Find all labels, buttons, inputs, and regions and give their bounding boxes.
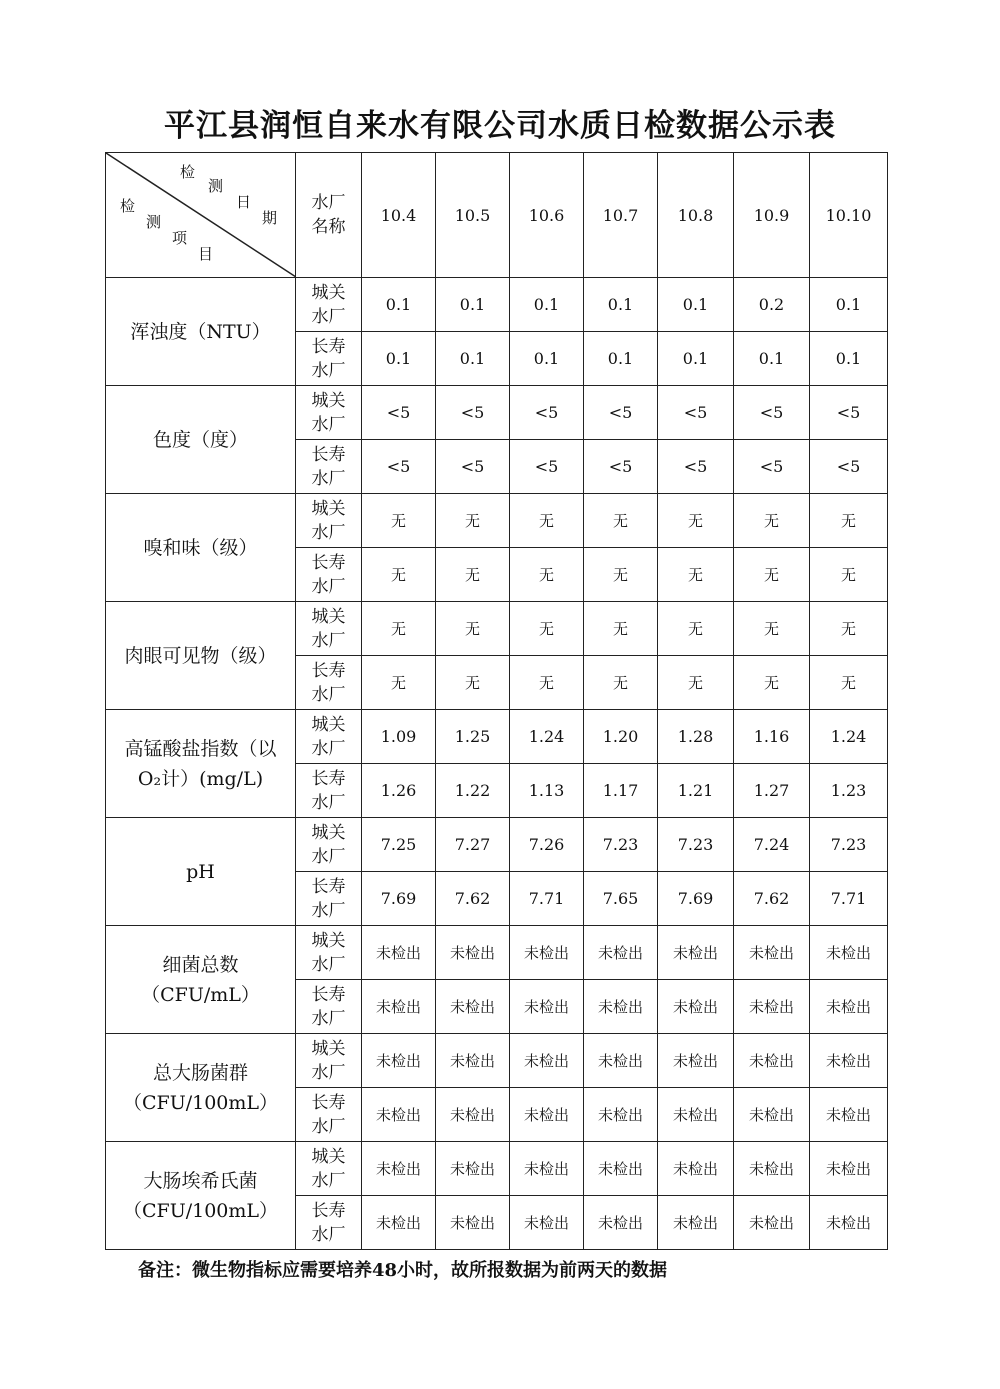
table-row: [106, 926, 888, 980]
value-cell: 1.17: [584, 764, 658, 818]
test-item-label: O₂计）(mg/L): [137, 767, 264, 790]
value-cell: 未检出: [510, 980, 584, 1034]
test-item-cell: [106, 278, 296, 386]
date-header-cell: 10.5: [436, 153, 510, 278]
plant-name-line: 长寿: [311, 336, 346, 357]
value-cell: 7.26: [510, 818, 584, 872]
value-cell: 7.71: [510, 872, 584, 926]
value-cell: <5: [810, 386, 888, 440]
value-cell: 未检出: [436, 926, 510, 980]
value-cell: 0.2: [734, 278, 810, 332]
table-row: [106, 386, 888, 440]
value-cell: <5: [658, 386, 734, 440]
value-cell: 7.25: [362, 818, 436, 872]
plant-name-line: 水厂: [311, 630, 346, 651]
value-cell: 1.13: [510, 764, 584, 818]
value-cell: 无: [658, 548, 734, 602]
value-cell: 未检出: [734, 1142, 810, 1196]
value-cell: 0.1: [734, 332, 810, 386]
diagonal-header-cell: [106, 153, 296, 278]
table-row: [106, 602, 888, 656]
plant-name-line: 城关: [311, 714, 346, 735]
test-item-label: （CFU/mL）: [141, 983, 260, 1006]
plant-name-line: 水厂: [311, 468, 346, 489]
test-item-cell: [106, 1034, 296, 1142]
plant-name-cell: [296, 548, 362, 602]
value-cell: <5: [658, 440, 734, 494]
value-cell: 7.27: [436, 818, 510, 872]
value-cell: 未检出: [810, 1034, 888, 1088]
plant-name-line: 长寿: [311, 444, 346, 465]
value-cell: 未检出: [436, 1034, 510, 1088]
value-cell: 未检出: [436, 1196, 510, 1250]
test-item-cell: [106, 494, 296, 602]
value-cell: 未检出: [810, 926, 888, 980]
value-cell: 未检出: [362, 980, 436, 1034]
value-cell: 7.23: [810, 818, 888, 872]
value-cell: 无: [658, 656, 734, 710]
value-cell: 无: [734, 656, 810, 710]
value-cell: <5: [362, 440, 436, 494]
value-cell: 未检出: [658, 1196, 734, 1250]
value-cell: 0.1: [510, 332, 584, 386]
plant-name-line: 长寿: [311, 1200, 346, 1221]
value-cell: 7.62: [734, 872, 810, 926]
value-cell: 未检出: [510, 926, 584, 980]
value-cell: 无: [436, 548, 510, 602]
value-cell: 无: [734, 602, 810, 656]
value-cell: 0.1: [810, 278, 888, 332]
table-row: [106, 1034, 888, 1088]
plant-name-line: 水厂: [311, 684, 346, 705]
table-row: [106, 494, 888, 548]
test-item-label: （CFU/100mL）: [122, 1199, 279, 1222]
test-item-cell: [106, 710, 296, 818]
plant-name-line: 城关: [311, 1146, 346, 1167]
test-item-label: 细菌总数: [162, 953, 239, 976]
value-cell: 未检出: [734, 1088, 810, 1142]
value-cell: 1.24: [510, 710, 584, 764]
table-row: [106, 818, 888, 872]
value-cell: 未检出: [810, 1142, 888, 1196]
value-cell: <5: [584, 440, 658, 494]
value-cell: 未检出: [510, 1196, 584, 1250]
plant-name-line: 水厂: [311, 522, 346, 543]
value-cell: 0.1: [362, 278, 436, 332]
plant-name-line: 城关: [311, 390, 346, 411]
plant-name-cell: [296, 656, 362, 710]
test-item-label: 肉眼可见物（级）: [124, 644, 277, 667]
plant-name-cell: [296, 386, 362, 440]
value-cell: 未检出: [362, 926, 436, 980]
value-cell: 未检出: [734, 1034, 810, 1088]
value-cell: 7.65: [584, 872, 658, 926]
plant-name-cell: [296, 494, 362, 548]
value-cell: 未检出: [584, 1088, 658, 1142]
plant-name-cell: [296, 872, 362, 926]
value-cell: 无: [584, 548, 658, 602]
plant-name-cell: [296, 926, 362, 980]
plant-name-cell: [296, 602, 362, 656]
corner-date-char: 检: [180, 163, 196, 181]
test-item-label: （CFU/100mL）: [122, 1091, 279, 1114]
value-cell: 无: [584, 602, 658, 656]
plant-name-line: 水厂: [311, 954, 346, 975]
value-cell: 0.1: [658, 332, 734, 386]
value-cell: <5: [362, 386, 436, 440]
plant-name-line: 城关: [311, 498, 346, 519]
value-cell: 未检出: [436, 980, 510, 1034]
value-cell: 7.71: [810, 872, 888, 926]
value-cell: 未检出: [362, 1034, 436, 1088]
value-cell: 未检出: [510, 1034, 584, 1088]
plant-name-line: 水厂: [311, 1008, 346, 1029]
plant-name-cell: [296, 980, 362, 1034]
value-cell: 无: [362, 494, 436, 548]
plant-name-line: 水厂: [311, 1116, 346, 1137]
value-cell: 未检出: [734, 1196, 810, 1250]
plant-name-cell: [296, 440, 362, 494]
plant-name-line: 城关: [311, 930, 346, 951]
test-item-label: 总大肠菌群: [152, 1061, 248, 1084]
water-quality-table: [105, 152, 888, 1250]
plant-name-line: 水厂: [311, 738, 346, 759]
value-cell: 7.69: [658, 872, 734, 926]
value-cell: <5: [436, 440, 510, 494]
plant-name-line: 长寿: [311, 984, 346, 1005]
plant-name-cell: [296, 1088, 362, 1142]
test-item-label: 嗅和味（级）: [143, 536, 258, 559]
value-cell: 未检出: [658, 980, 734, 1034]
test-item-label: 浑浊度（NTU）: [130, 320, 271, 343]
date-header-cell: 10.7: [584, 153, 658, 278]
value-cell: 未检出: [362, 1142, 436, 1196]
plant-header-line: 水厂: [311, 193, 346, 213]
value-cell: 未检出: [658, 1034, 734, 1088]
plant-name-cell: [296, 1196, 362, 1250]
plant-name-line: 长寿: [311, 876, 346, 897]
plant-name-line: 水厂: [311, 900, 346, 921]
plant-name-cell: [296, 278, 362, 332]
value-cell: 未检出: [436, 1088, 510, 1142]
value-cell: 7.23: [658, 818, 734, 872]
test-item-cell: [106, 386, 296, 494]
value-cell: 未检出: [584, 1034, 658, 1088]
value-cell: 0.1: [584, 332, 658, 386]
value-cell: 未检出: [810, 980, 888, 1034]
value-cell: 未检出: [362, 1088, 436, 1142]
date-header-cell: 10.9: [734, 153, 810, 278]
plant-name-cell: [296, 710, 362, 764]
value-cell: 无: [810, 494, 888, 548]
plant-name-line: 长寿: [311, 660, 346, 681]
value-cell: 1.09: [362, 710, 436, 764]
value-cell: 无: [510, 602, 584, 656]
plant-name-line: 水厂: [311, 414, 346, 435]
value-cell: <5: [810, 440, 888, 494]
value-cell: 无: [362, 602, 436, 656]
value-cell: 无: [810, 656, 888, 710]
value-cell: 0.1: [658, 278, 734, 332]
plant-header-line: 名称: [311, 217, 346, 237]
table-row: [106, 710, 888, 764]
value-cell: 1.24: [810, 710, 888, 764]
plant-name-cell: [296, 1142, 362, 1196]
value-cell: 无: [510, 548, 584, 602]
plant-name-line: 水厂: [311, 1062, 346, 1083]
footnote: 备注：微生物指标应需要培养48小时，故所报数据为前两天的数据: [138, 1260, 668, 1281]
table-row: [106, 1142, 888, 1196]
plant-name-line: 水厂: [311, 1224, 346, 1245]
value-cell: 未检出: [584, 1196, 658, 1250]
plant-name-line: 长寿: [311, 1092, 346, 1113]
value-cell: 未检出: [584, 926, 658, 980]
header-row: [106, 153, 888, 278]
corner-item-char: 目: [198, 245, 214, 263]
value-cell: <5: [734, 386, 810, 440]
value-cell: <5: [734, 440, 810, 494]
test-item-cell: [106, 926, 296, 1034]
value-cell: <5: [584, 386, 658, 440]
test-item-cell: [106, 1142, 296, 1250]
value-cell: 未检出: [510, 1142, 584, 1196]
date-header-cell: 10.6: [510, 153, 584, 278]
date-header-cell: 10.10: [810, 153, 888, 278]
value-cell: 无: [734, 548, 810, 602]
value-cell: 无: [436, 494, 510, 548]
plant-name-line: 水厂: [311, 792, 346, 813]
plant-name-line: 水厂: [311, 846, 346, 867]
plant-name-line: 长寿: [311, 552, 346, 573]
value-cell: 未检出: [584, 980, 658, 1034]
date-header-cell: 10.4: [362, 153, 436, 278]
value-cell: 0.1: [362, 332, 436, 386]
test-item-cell: [106, 818, 296, 926]
corner-date-char: 日: [236, 193, 252, 211]
value-cell: 无: [584, 494, 658, 548]
value-cell: 无: [584, 656, 658, 710]
value-cell: 无: [734, 494, 810, 548]
value-cell: 1.22: [436, 764, 510, 818]
value-cell: 7.62: [436, 872, 510, 926]
value-cell: 无: [658, 602, 734, 656]
value-cell: 0.1: [510, 278, 584, 332]
value-cell: 1.26: [362, 764, 436, 818]
value-cell: <5: [510, 386, 584, 440]
value-cell: 无: [810, 548, 888, 602]
value-cell: 未检出: [362, 1196, 436, 1250]
corner-item-char: 项: [172, 229, 188, 247]
value-cell: 1.23: [810, 764, 888, 818]
value-cell: 未检出: [810, 1196, 888, 1250]
corner-item-char: 检: [120, 197, 136, 215]
value-cell: 1.20: [584, 710, 658, 764]
value-cell: 无: [510, 494, 584, 548]
plant-name-line: 长寿: [311, 768, 346, 789]
plant-name-cell: [296, 818, 362, 872]
value-cell: 0.1: [436, 332, 510, 386]
value-cell: 7.24: [734, 818, 810, 872]
plant-name-cell: [296, 1034, 362, 1088]
value-cell: 未检出: [658, 926, 734, 980]
plant-name-cell: [296, 764, 362, 818]
value-cell: 未检出: [436, 1142, 510, 1196]
value-cell: 未检出: [810, 1088, 888, 1142]
value-cell: 未检出: [510, 1088, 584, 1142]
value-cell: 未检出: [584, 1142, 658, 1196]
value-cell: 无: [436, 602, 510, 656]
date-header-cell: 10.8: [658, 153, 734, 278]
value-cell: 1.16: [734, 710, 810, 764]
value-cell: 未检出: [658, 1088, 734, 1142]
test-item-label: 高锰酸盐指数（以: [124, 737, 277, 760]
value-cell: 未检出: [734, 980, 810, 1034]
value-cell: 1.25: [436, 710, 510, 764]
plant-name-header: [296, 153, 362, 278]
value-cell: 无: [362, 548, 436, 602]
value-cell: <5: [436, 386, 510, 440]
value-cell: <5: [510, 440, 584, 494]
plant-name-line: 水厂: [311, 306, 346, 327]
plant-name-cell: [296, 332, 362, 386]
value-cell: 无: [362, 656, 436, 710]
test-item-label: pH: [186, 860, 215, 883]
value-cell: 0.1: [436, 278, 510, 332]
corner-date-char: 测: [208, 177, 224, 195]
plant-name-line: 城关: [311, 282, 346, 303]
test-item-cell: [106, 602, 296, 710]
test-item-label: 大肠埃希氏菌: [143, 1169, 258, 1192]
value-cell: 1.27: [734, 764, 810, 818]
plant-name-line: 城关: [311, 1038, 346, 1059]
value-cell: 无: [658, 494, 734, 548]
value-cell: 无: [510, 656, 584, 710]
value-cell: 无: [810, 602, 888, 656]
corner-item-char: 测: [146, 213, 162, 231]
value-cell: 0.1: [810, 332, 888, 386]
page-title: 平江县润恒自来水有限公司水质日检数据公示表: [164, 108, 836, 144]
value-cell: 未检出: [658, 1142, 734, 1196]
plant-name-line: 水厂: [311, 576, 346, 597]
plant-name-line: 城关: [311, 822, 346, 843]
value-cell: 1.21: [658, 764, 734, 818]
table-row: [106, 278, 888, 332]
plant-name-line: 城关: [311, 606, 346, 627]
plant-name-line: 水厂: [311, 360, 346, 381]
value-cell: 7.23: [584, 818, 658, 872]
value-cell: 7.69: [362, 872, 436, 926]
plant-name-line: 水厂: [311, 1170, 346, 1191]
value-cell: 未检出: [734, 926, 810, 980]
corner-date-char: 期: [262, 209, 278, 227]
value-cell: 0.1: [584, 278, 658, 332]
value-cell: 1.28: [658, 710, 734, 764]
test-item-label: 色度（度）: [152, 428, 248, 451]
value-cell: 无: [436, 656, 510, 710]
